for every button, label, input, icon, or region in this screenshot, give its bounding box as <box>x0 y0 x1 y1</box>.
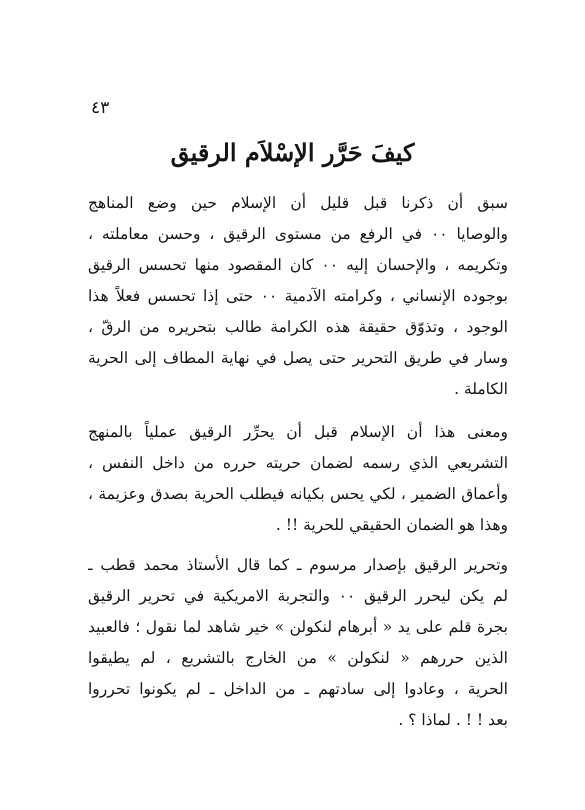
text-line: سبق أن ذكرنا قبل قليل أن الإسلام حين وضع المناهج <box>88 194 508 212</box>
text-line: بوجوده الإنساني ، وكرامته الآدمية ٠٠ حتى إذا تحسس فعلاً هذا <box>88 287 508 305</box>
text-line: الحرية ، وعادوا إلى سادتهم ـ من الداخل ـ لم يكونوا تحرروا <box>88 680 508 698</box>
text-line: وهذا هو الضمان الحقيقي للحرية !! . <box>275 516 508 534</box>
page-number: ٤٣ <box>91 98 110 118</box>
text-line: وتحرير الرقيق بإصدار مرسوم ـ كما قال الأستاذ محمد قطب ـ <box>88 556 508 574</box>
chapter-title: كيفَ حَرَّر الإسْلاَم الرقيق <box>170 138 415 167</box>
text-line: والوصايا ٠٠ في الرفع من مستوى الرقيق ، وحسن معاملته ، <box>88 225 508 243</box>
text-line: بعد ! ! . لماذا ؟ . <box>398 711 508 729</box>
text-line: ومعنى هذا أن الإسلام قبل أن يحرِّر الرقيق عملياً بالمنهج <box>88 423 508 441</box>
text-line: الذين حررهم « لنكولن » من الخارج بالتشريع ، لم يطيقوا <box>88 649 508 667</box>
text-line: وأعماق الضمير ، لكي يحس بكيانه فيطلب الحرية بصدق وعزيمة ، <box>88 485 508 503</box>
text-line: الكاملة . <box>454 380 508 398</box>
paragraph-3 <box>88 550 508 736</box>
text-line: وتكريمه ، والإحسان إليه ٠٠ كان المقصود منها تحسس الرقيق <box>88 256 508 274</box>
text-line: لم يكن ليحرر الرقيق ٠٠ والتجربة الامريكية في تحرير الرقيق <box>88 587 508 605</box>
text-line: الوجود ، وتذوّق حقيقة هذه الكرامة طالب بتحريره من الرقّ ، <box>88 318 508 336</box>
paragraph-1 <box>88 188 508 405</box>
text-line: بجرة قلم على يد « أبرهام لنكولن » خير شاهد لما نقول ؛ فالعبيد <box>88 618 508 636</box>
paragraph-2 <box>88 417 508 541</box>
text-line: التشريعي الذي رسمه لضمان حريته حرره من داخل النفس ، <box>88 454 508 472</box>
text-line: وسار في طريق التحرير حتى يصل في نهاية المطاف إلى الحرية <box>88 349 508 367</box>
